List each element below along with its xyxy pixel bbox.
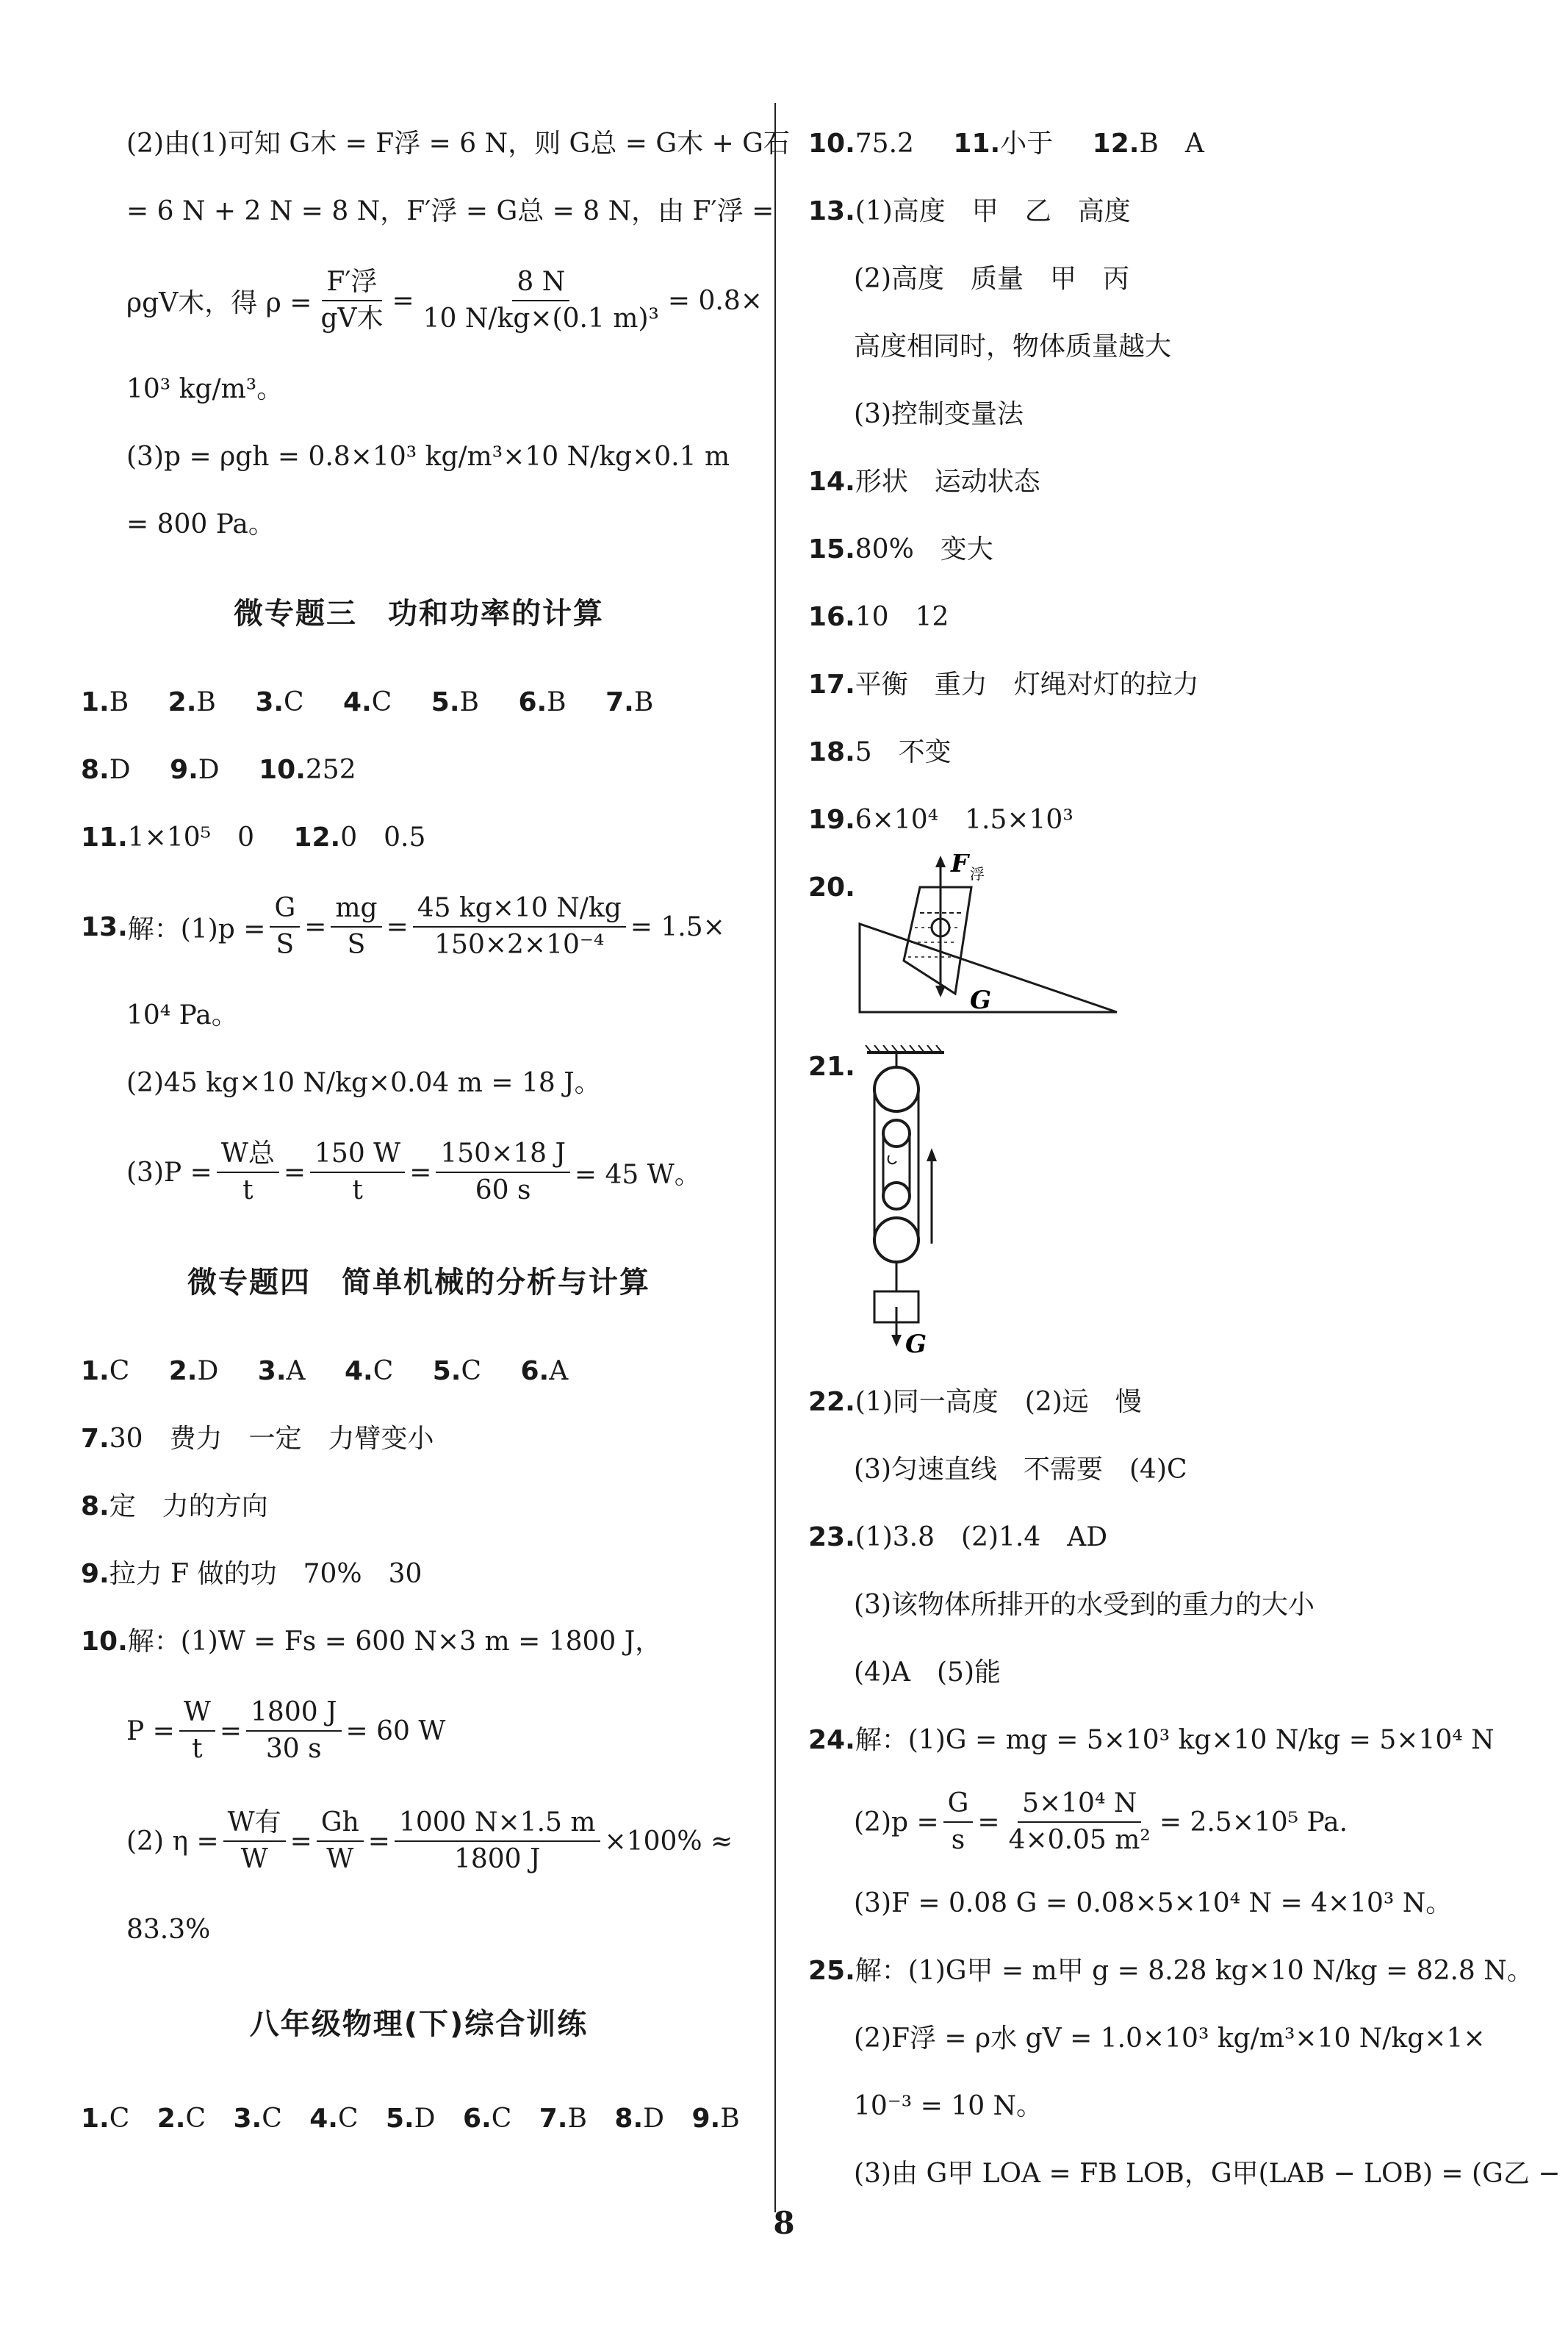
question-number: 6. — [463, 2104, 492, 2134]
answer-row — [81, 736, 757, 804]
q21-figure-row — [808, 1045, 1492, 1369]
answer-row — [808, 584, 1492, 651]
answer-row — [808, 516, 1492, 584]
answer-row — [808, 1504, 1492, 1571]
arrow-head-icon — [935, 856, 946, 867]
question-number: 17. — [808, 670, 855, 700]
answer-row — [81, 669, 757, 736]
answer-row — [81, 1608, 757, 1676]
question-number: 9. — [170, 755, 198, 785]
page-number: 8 — [773, 2205, 795, 2241]
answer-line: (3)控制变量法 — [854, 399, 1024, 429]
formula-line — [81, 872, 757, 982]
denominator: 60 s — [475, 1175, 531, 1205]
question-number: 12. — [293, 822, 341, 853]
answer: B — [196, 687, 216, 717]
denominator: 150×2×10⁻⁴ — [434, 930, 605, 960]
answer: D — [198, 755, 220, 785]
numerator: F′浮 — [322, 266, 381, 301]
answer-row — [808, 448, 1492, 516]
fraction — [943, 1788, 974, 1857]
question-number: 7. — [81, 1424, 109, 1454]
numerator: 150×18 J — [436, 1138, 570, 1173]
equals: = — [977, 1807, 1000, 1838]
question-number: 11. — [81, 822, 128, 853]
denominator: 10 N/kg×(0.1 m)³ — [422, 304, 659, 334]
answer: 252 — [305, 755, 356, 785]
answer-row — [808, 1369, 1492, 1436]
question-number: 9. — [81, 1559, 109, 1589]
question-number: 22. — [808, 1387, 855, 1417]
question-number: 21. — [808, 1052, 855, 1082]
answer-row — [81, 1338, 757, 1405]
numerator: Gh — [317, 1807, 364, 1842]
answer: 1×10⁵ 0 — [127, 822, 254, 853]
question-number: 23. — [808, 1522, 855, 1552]
formula-text: (2)p = — [854, 1807, 939, 1838]
fraction — [270, 892, 300, 961]
answer: 5 不变 — [855, 737, 952, 767]
answer-line: (3)匀速直线 不需要 (4)C — [854, 1455, 1187, 1485]
fraction — [217, 1138, 279, 1207]
formula-text: = 45 W。 — [574, 1159, 701, 1190]
question-number: 5. — [385, 2104, 414, 2134]
fraction — [395, 1807, 600, 1876]
arrow-head-icon — [891, 1335, 902, 1347]
answer: 解：(1)G甲 = m甲 g = 8.28 kg×10 N/kg = 82.8 N。 — [855, 1956, 1533, 1986]
answer: B — [109, 687, 129, 717]
answer-line: (2)由(1)可知 G木 = F浮 = 6 N，则 G总 = G木 + G石 — [126, 129, 790, 159]
denominator: W — [240, 1844, 268, 1874]
fraction — [436, 1138, 570, 1207]
f-label: F — [951, 854, 969, 878]
equals: = — [289, 1826, 312, 1857]
answer: B — [459, 687, 479, 717]
formula-line — [81, 1786, 757, 1896]
pulley-system-diagram — [852, 1045, 1073, 1361]
numerator: 1800 J — [246, 1696, 342, 1732]
denominator: t — [192, 1734, 203, 1764]
question-number: 19. — [808, 805, 855, 835]
answer: B — [720, 2104, 740, 2134]
formula-text: P = — [126, 1715, 175, 1746]
left-column — [81, 110, 790, 2153]
question-number: 13. — [81, 911, 128, 942]
equals: = — [283, 1157, 306, 1188]
answer: B A — [1139, 129, 1204, 159]
answer-line: = 6 N + 2 N = 8 N，F′浮 = G总 = 8 N，由 F′浮 = — [126, 196, 774, 226]
formula-line — [81, 1676, 757, 1786]
question-number: 6. — [518, 687, 547, 717]
answer: C — [109, 2104, 130, 2134]
denominator: gV木 — [320, 304, 384, 334]
answer: 拉力 F 做的功 70% 30 — [109, 1559, 422, 1589]
formula-text: ×100% ≈ — [604, 1826, 733, 1857]
answer-row — [808, 178, 1492, 245]
question-number: 13. — [808, 196, 855, 226]
equals: = — [409, 1157, 432, 1188]
formula-text: ρgV木，得 ρ = — [126, 287, 312, 318]
fixed-pulley-large — [874, 1067, 918, 1111]
answer: (1)高度 甲 乙 高度 — [855, 196, 1131, 226]
fraction — [310, 1138, 405, 1207]
formula-text: = 1.5× — [630, 911, 725, 942]
answer: 80% 变大 — [855, 534, 993, 564]
question-number: 4. — [343, 687, 372, 717]
denominator: t — [352, 1175, 363, 1205]
fixed-pulley-small — [883, 1120, 910, 1147]
question-number: 20. — [808, 872, 855, 903]
answer: (1)同一高度 (2)远 慢 — [855, 1387, 1142, 1417]
denominator: 1800 J — [453, 1844, 541, 1874]
formula-text: = 0.8× — [667, 285, 763, 316]
fraction — [246, 1696, 342, 1765]
answer-line: (3)p = ρgh = 0.8×10³ kg/m³×10 N/kg×0.1 m — [126, 442, 730, 472]
answer-line: (2)45 kg×10 N/kg×0.04 m = 18 J。 — [126, 1068, 601, 1098]
answer-row — [808, 786, 1492, 854]
answer: D — [109, 755, 131, 785]
denominator: 4×0.05 m² — [1008, 1825, 1151, 1855]
question-number: 3. — [257, 1356, 287, 1386]
denominator: 30 s — [265, 1734, 322, 1764]
question-number: 7. — [539, 2104, 568, 2134]
answer: C — [337, 2104, 359, 2134]
denominator: s — [951, 1825, 965, 1855]
fraction — [413, 892, 626, 961]
question-number: 1. — [81, 2104, 109, 2134]
right-column — [808, 110, 1561, 2208]
fraction — [316, 266, 387, 335]
answer-line: (3)由 G甲 LOA = FB LOB，G甲(LAB − LOB) = (G乙 − — [854, 2159, 1561, 2189]
answer: 解：(1)W = Fs = 600 N×3 m = 1800 J， — [127, 1627, 662, 1657]
question-number: 8. — [81, 755, 109, 785]
movable-pulley-small — [883, 1183, 910, 1209]
answer: C — [491, 2104, 512, 2134]
answer-row — [81, 2085, 757, 2153]
denominator: t — [242, 1175, 253, 1205]
g-label: G — [970, 986, 992, 1015]
answer: B — [633, 687, 654, 717]
equals: = — [367, 1826, 390, 1857]
numerator: 150 W — [310, 1138, 405, 1173]
answer-row — [81, 804, 757, 872]
answer: A — [549, 1356, 569, 1386]
arrow-head-icon — [927, 1148, 937, 1161]
answer: 30 费力 一定 力臂变小 — [109, 1424, 434, 1454]
inclined-plane-diagram — [852, 854, 1220, 1038]
question-number: 18. — [808, 737, 855, 767]
answer: B — [567, 2104, 587, 2134]
answer: C — [284, 687, 304, 717]
denominator: S — [276, 930, 295, 960]
numerator: G — [943, 1788, 974, 1823]
equals: = — [219, 1715, 242, 1746]
question-number: 5. — [431, 687, 460, 717]
question-number: 14. — [808, 467, 855, 497]
equals: = — [392, 285, 414, 316]
fraction — [331, 892, 381, 961]
answer-line: (2)高度 质量 甲 丙 — [854, 264, 1129, 294]
answer: 0 0.5 — [340, 822, 426, 853]
question-number: 8. — [614, 2104, 644, 2134]
answer-row — [808, 110, 1492, 178]
formula-text: (2) η = — [126, 1826, 219, 1857]
container-shape — [904, 887, 971, 994]
question-number: 4. — [309, 2104, 338, 2134]
answer-row — [81, 1473, 757, 1541]
section-heading: 微专题三 功和功率的计算 — [234, 597, 604, 631]
answer: 小于 — [1000, 129, 1054, 159]
question-number: 7. — [605, 687, 634, 717]
answer-row — [81, 1541, 757, 1608]
formula-text: (3)P = — [126, 1157, 212, 1188]
answer: B — [547, 687, 567, 717]
answer: C — [461, 1356, 481, 1386]
q20-figure-row — [808, 854, 1492, 1045]
answer: 6×10⁴ 1.5×10³ — [855, 805, 1073, 835]
question-number: 24. — [808, 1725, 855, 1755]
question-number: 2. — [168, 687, 197, 717]
fraction — [179, 1696, 215, 1765]
answer: D — [197, 1356, 219, 1386]
question-number: 1. — [81, 687, 109, 717]
formula-text: 解：(1)p = — [127, 914, 266, 944]
formula-text: = 60 W — [345, 1715, 446, 1746]
question-number: 5. — [432, 1356, 461, 1386]
question-number: 10. — [808, 129, 855, 159]
denominator: W — [326, 1844, 354, 1874]
answer-row — [81, 1405, 757, 1473]
g-label: G — [905, 1330, 927, 1359]
answer: A — [286, 1356, 306, 1386]
answer: C — [109, 1356, 130, 1386]
answer-line: 83.3% — [126, 1915, 211, 1945]
answer-line: (4)A (5)能 — [854, 1657, 1001, 1688]
question-number: 6. — [520, 1356, 550, 1386]
answer: 定 力的方向 — [109, 1491, 268, 1521]
arrow-head-icon — [935, 986, 946, 997]
answer: C — [262, 2104, 282, 2134]
answer: 解：(1)G = mg = 5×10³ kg×10 N/kg = 5×10⁴ N — [855, 1725, 1495, 1755]
question-number: 4. — [344, 1356, 373, 1386]
answer-line: (3)F = 0.08 G = 0.08×5×10⁴ N = 4×10³ N。 — [854, 1888, 1453, 1918]
numerator: W — [179, 1696, 215, 1732]
movable-pulley-large — [874, 1218, 918, 1262]
question-number: 2. — [157, 2104, 186, 2134]
numerator: 8 N — [512, 266, 569, 301]
question-number: 3. — [233, 2104, 262, 2134]
question-number: 3. — [255, 687, 284, 717]
answer: D — [643, 2104, 664, 2134]
numerator: 1000 N×1.5 m — [395, 1807, 600, 1842]
question-number: 9. — [691, 2104, 721, 2134]
answer: C — [371, 687, 392, 717]
numerator: G — [270, 892, 300, 928]
question-number: 12. — [1092, 129, 1140, 159]
answer: 平衡 重力 灯绳对灯的拉力 — [855, 670, 1199, 700]
question-number: 8. — [81, 1491, 109, 1521]
equals: = — [386, 911, 409, 942]
formula-line — [808, 1774, 1492, 1870]
numerator: W总 — [217, 1138, 279, 1173]
question-number: 2. — [168, 1356, 198, 1386]
answer-line: (3)该物体所排开的水受到的重力的大小 — [854, 1590, 1315, 1620]
answer-row — [808, 1937, 1533, 2005]
formula-line — [81, 245, 763, 356]
formula-text: = 2.5×10⁵ Pa. — [1159, 1807, 1348, 1838]
answer-line: (2)F浮 = ρ水 gV = 1.0×10³ kg/m³×10 N/kg×1× — [854, 2023, 1486, 2054]
answer-row — [808, 651, 1492, 719]
question-number: 25. — [808, 1956, 855, 1986]
answer-row — [808, 1707, 1495, 1774]
answer-line: = 800 Pa。 — [126, 509, 275, 539]
fraction — [317, 1807, 364, 1876]
answer: D — [414, 2104, 436, 2134]
numerator: mg — [331, 892, 381, 928]
numerator: W有 — [223, 1807, 286, 1842]
denominator: S — [347, 930, 366, 960]
answer: 75.2 — [855, 129, 914, 159]
fraction — [419, 266, 663, 335]
formula-line — [81, 1117, 757, 1227]
question-number: 11. — [953, 129, 1001, 159]
answer-row — [808, 719, 1492, 786]
rope-knot — [888, 1155, 896, 1164]
answer-line: 高度相同时，物体质量越大 — [854, 331, 1172, 362]
fraction — [1004, 1788, 1155, 1857]
answer: (1)3.8 (2)1.4 AD — [855, 1522, 1108, 1552]
numerator: 5×10⁴ N — [1018, 1788, 1141, 1823]
f-sub-label: 浮 — [970, 865, 985, 883]
question-number: 10. — [259, 755, 306, 785]
question-number: 1. — [81, 1356, 109, 1386]
answer: 形状 运动状态 — [855, 467, 1040, 497]
equals: = — [304, 911, 327, 942]
numerator: 45 kg×10 N/kg — [413, 892, 626, 928]
section-heading: 八年级物理(下)综合训练 — [249, 2007, 589, 2041]
section-heading: 微专题四 简单机械的分析与计算 — [187, 1266, 650, 1299]
answer-line: 10⁻³ = 10 N。 — [854, 2091, 1043, 2121]
fraction — [223, 1807, 286, 1876]
answer: C — [373, 1356, 394, 1386]
answer: C — [185, 2104, 206, 2134]
column-divider — [774, 103, 776, 2212]
question-number: 16. — [808, 602, 855, 632]
question-number: 15. — [808, 534, 855, 564]
answer-line: 10³ kg/m³。 — [126, 374, 284, 404]
answer-line: 10⁴ Pa。 — [126, 1000, 238, 1030]
question-number: 10. — [81, 1627, 128, 1657]
answer: 10 12 — [855, 602, 949, 632]
